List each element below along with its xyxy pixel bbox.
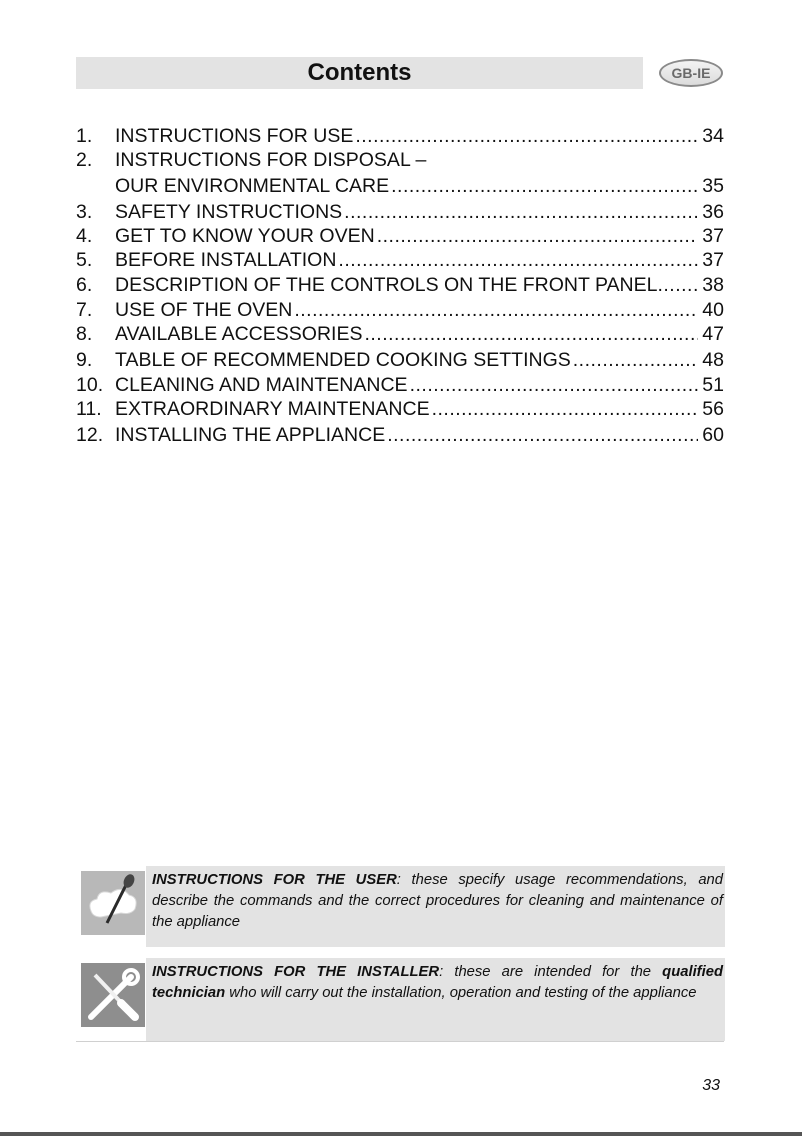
- toc-item-page: 38: [702, 274, 724, 296]
- toc-item-label: OUR ENVIRONMENTAL CARE: [115, 175, 390, 197]
- toc-item[interactable]: [76, 200, 724, 224]
- toc-leader-dots: [432, 397, 698, 421]
- footer-divider: [0, 1132, 802, 1136]
- toc-item-label: INSTRUCTIONS FOR DISPOSAL –: [115, 149, 427, 171]
- toc-item[interactable]: [76, 248, 724, 272]
- toc-item-label: BEFORE INSTALLATION: [115, 249, 337, 271]
- toc-item-label: TABLE OF RECOMMENDED COOKING SETTINGS: [115, 349, 571, 371]
- toc-item-page: 37: [702, 249, 724, 271]
- toc-item[interactable]: [76, 346, 724, 373]
- toc-item-number: 5.: [76, 249, 93, 271]
- toc-leader-dots: [338, 248, 698, 272]
- notice-text: : these are intended for the: [439, 964, 663, 980]
- toc-leader-dots: [364, 322, 698, 346]
- toc-item-label: AVAILABLE ACCESSORIES: [115, 323, 363, 345]
- toc-item-page: 36: [702, 201, 724, 223]
- toc-item[interactable]: [76, 272, 724, 298]
- toc-item-number: 6.: [76, 274, 93, 296]
- toc-item-page: 51: [702, 374, 724, 396]
- toc-item[interactable]: [76, 322, 724, 346]
- toc-item-label: DESCRIPTION OF THE CONTROLS ON THE FRONT PANEL: [115, 274, 658, 296]
- toc-item-number: 12.: [76, 424, 104, 446]
- toc-item-page: 35: [702, 175, 724, 197]
- toc-item-label: INSTALLING THE APPLIANCE: [115, 424, 386, 446]
- toc-item-label: EXTRAORDINARY MAINTENANCE: [115, 398, 430, 420]
- language-badge: GB-IE: [659, 59, 723, 87]
- toc-leader-dots: [387, 423, 698, 447]
- toc-item-number: 11.: [76, 398, 102, 420]
- toc-item-label: INSTRUCTIONS FOR USE: [115, 125, 354, 147]
- toc-leader-dots: [410, 373, 698, 397]
- toc-leader-dots: [294, 298, 698, 322]
- notice-heading: INSTRUCTIONS FOR THE INSTALLER: [152, 964, 440, 980]
- toc-item-number: 1.: [76, 125, 93, 147]
- user-instructions-notice: [146, 866, 725, 947]
- toc-item-page: 47: [702, 323, 724, 345]
- toc-item-number: 8.: [76, 323, 93, 345]
- toc-leader-dots: [344, 200, 698, 224]
- table-of-contents: [76, 124, 724, 448]
- toc-item-page: 56: [702, 398, 724, 420]
- divider: [76, 1041, 724, 1042]
- toc-item-number: 3.: [76, 201, 93, 223]
- toc-item[interactable]: [76, 148, 724, 172]
- toc-item-page: 60: [702, 424, 724, 446]
- toc-item-number: 7.: [76, 299, 93, 321]
- toc-item[interactable]: [76, 397, 724, 421]
- notice-emphasis: qualified technician: [152, 964, 723, 1001]
- toc-leader-dots: [377, 224, 698, 248]
- toc-item-number: 9.: [76, 349, 93, 371]
- title-bar: [76, 57, 643, 89]
- toc-item[interactable]: [76, 124, 724, 148]
- chef-spoon-icon: [81, 871, 145, 935]
- installer-instructions-notice: [146, 958, 725, 1041]
- toc-item-label: CLEANING AND MAINTENANCE: [115, 374, 408, 396]
- toc-leader-dots: [391, 174, 698, 198]
- toc-item-page: 40: [702, 299, 724, 321]
- toc-item-number: 10.: [76, 374, 104, 396]
- toc-item-page: 34: [702, 125, 724, 147]
- toc-item-page: 37: [702, 225, 724, 247]
- wrench-screwdriver-icon: [81, 963, 145, 1027]
- toc-leader-dots: [657, 273, 700, 297]
- toc-item[interactable]: [76, 421, 724, 448]
- toc-item-continuation[interactable]: [76, 172, 724, 200]
- notice-text: : these specify usage recommendations, and describe the commands and the correct procedures for cleaning and maintenance of the appliance: [152, 872, 724, 930]
- toc-item-label: USE OF THE OVEN: [115, 299, 293, 321]
- page-number: 33: [702, 1077, 720, 1094]
- notice-heading: INSTRUCTIONS FOR THE USER: [152, 872, 397, 888]
- toc-leader-dots: [573, 348, 698, 372]
- page-title: Contents: [307, 59, 412, 86]
- toc-item-label: GET TO KNOW YOUR OVEN: [115, 225, 375, 247]
- toc-item[interactable]: [76, 373, 724, 397]
- toc-item-page: 48: [702, 349, 724, 371]
- toc-item-number: 2.: [76, 149, 93, 171]
- toc-item-number: 4.: [76, 225, 93, 247]
- toc-item[interactable]: [76, 298, 724, 322]
- toc-item[interactable]: [76, 224, 724, 248]
- notice-text: who will carry out the installation, operation and testing of the appliance: [225, 985, 697, 1001]
- toc-item-label: SAFETY INSTRUCTIONS: [115, 201, 343, 223]
- toc-leader-dots: [355, 124, 698, 148]
